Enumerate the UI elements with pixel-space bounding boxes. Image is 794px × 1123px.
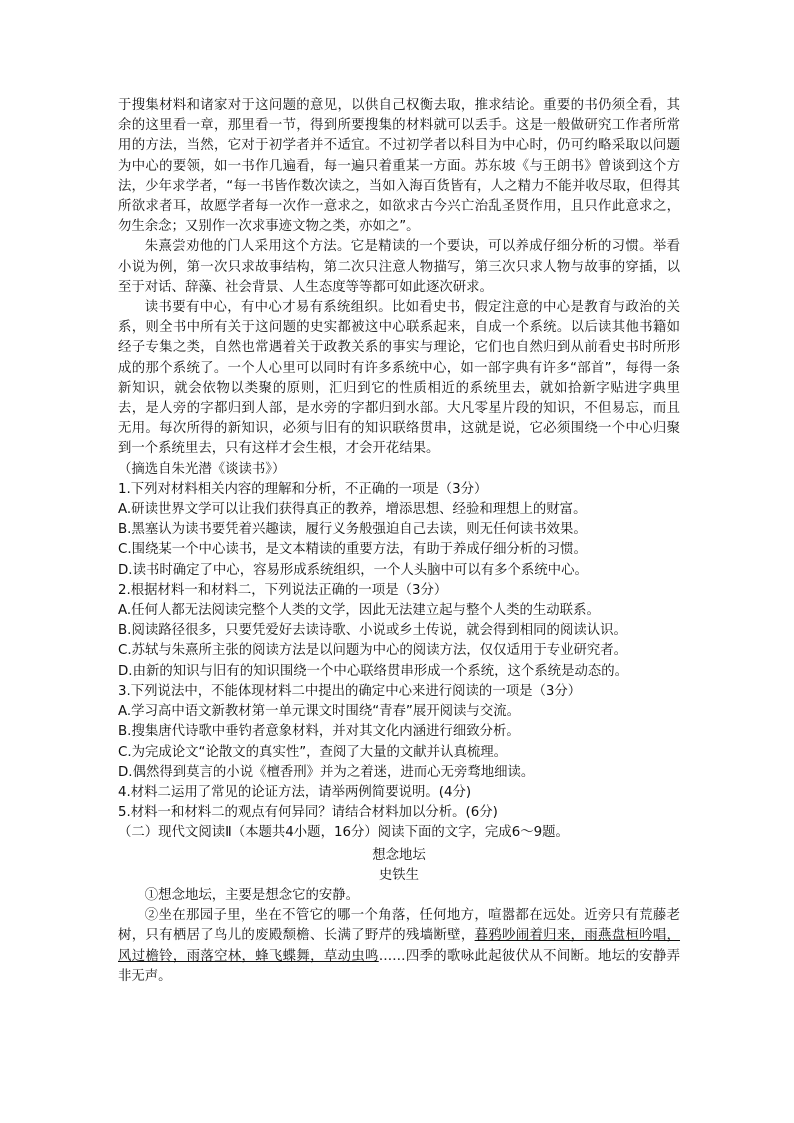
question-option: D.偶然得到莫言的小说《檀香刑》并为之着迷，进而心无旁骛地细读。 bbox=[118, 764, 535, 780]
question-stem: 3.下列说法中，不能体现材料二中提出的确定中心来进行阅读的一项是（3分） bbox=[118, 683, 582, 699]
question-option: D.由新的知识与旧有的知识围绕一个中心联络贯串形成一个系统，这个系统是动态的。 bbox=[118, 663, 629, 679]
question-option: B.搜集唐代诗歌中垂钓者意象材料，并对其文化内涵进行细致分析。 bbox=[118, 724, 520, 740]
question-option: D.读书时确定了中心，容易形成系统组织，一个人头脑中可以有多个系统中心。 bbox=[118, 562, 588, 578]
question-option: A.学习高中语文新教材第一单元课文时围绕“青春”展开阅读与交流。 bbox=[118, 704, 520, 720]
paragraph-text: ……四季的歌咏此起彼伏从不间断。地坛的安静弄非无声。 bbox=[118, 948, 681, 984]
question-option: C.苏轼与朱熹所主张的阅读方法是以问题为中心的阅读方法，仅仅适用于专业研究者。 bbox=[118, 643, 628, 659]
section2-header: （二）现代文阅读Ⅱ（本题共4小题，16分）阅读下面的文字，完成6～9题。 bbox=[118, 825, 569, 841]
question-option: A.研读世界文学可以让我们获得真正的教养，增添思想、经验和理想上的财富。 bbox=[118, 502, 587, 518]
question-1 bbox=[118, 480, 680, 581]
material2-paragraph-1: 于搜集材料和诸家对于这问题的意见，以供自己权衡去取，推求结论。重要的书仍须全看，其余的这里看一章，那里看一节，得到所要搜集的材料就可以丢手。这是一般做研究工作者所常用的方法，当然，它对于初学者并不适宜。不过初学者以科目为中心时，仍可约略采取以问题为中心的要领，如一书作几遍看，每一遍只着重某一方面。苏东坡《与王朗书》曾谈到这个方法，少年求学者，“每一书皆作数次读之，当如入海百货皆有，人之精力不能并收尽取，但得其所欲求者耳，故愿学者每一次作一意求之，如欲求古今兴亡治乱圣贤作用，且只作此意求之，勿生余念；又别作一次求事迹文物之类，亦如之”。 bbox=[118, 98, 680, 235]
question-2 bbox=[118, 581, 680, 682]
article-author: 史铁生 bbox=[378, 867, 420, 883]
article-paragraph-2 bbox=[118, 906, 680, 987]
question-option: C.围绕某一个中心读书，是文本精读的重要方法，有助于养成仔细分析的习惯。 bbox=[118, 542, 587, 558]
article-paragraph-1: ①想念地坛，主要是想念它的安静。 bbox=[144, 887, 360, 903]
question-option: B.黑塞认为读书要凭着兴趣读，履行义务般强迫自己去读，则无任何读书效果。 bbox=[118, 522, 587, 538]
question-5: 5.材料一和材料二的观点有何异同？请结合材料加以分析。(6分) bbox=[118, 805, 498, 821]
question-3 bbox=[118, 682, 680, 783]
question-option: A.任何人都无法阅读完整个人类的文学，因此无法建立起与整个人类的生动联系。 bbox=[118, 603, 600, 619]
material2-paragraph-2: 朱熹尝劝他的门人采用这个方法。它是精读的一个要诀，可以养成仔细分析的习惯。举看小说为例，第一次只求故事结构，第二次只注意人物描写，第三次只求人物与故事的穿插，以至于对话、辞藻、社会背景、人生态度等等都可如此逐次研求。 bbox=[118, 239, 680, 295]
question-stem: 2.根据材料一和材料二，下列说法正确的一项是（3分） bbox=[118, 582, 448, 598]
underlined-text: 暮鸦吵闹着归来，雨燕盘桓吟唱，风过檐铃，雨落空林，蜂飞蝶舞，草动虫鸣 bbox=[118, 928, 681, 964]
material2-paragraph-3: 读书要有中心，有中心才易有系统组织。比如看史书，假定注意的中心是教育与政治的关系，则全书中所有关于这问题的史实都被这中心联系起来，自成一个系统。以后读其他书籍如经子专集之类，自然也常遇着关于政教关系的事实与理论，它们也自然归到从前看史书时所形成的那个系统了。一个人心里可以同时有许多系统中心，如一部字典有许多“部首”，每得一条新知识，就会依物以类聚的原则，汇归到它的性质相近的系统里去，就如拾新字贴进字典里去，是人旁的字都归到人部，是水旁的字都归到水部。大凡零星片段的知识，不但易忘，而且无用。每次所得的新知识，必须与旧有的知识联络贯串，这就是说，它必须围绕一个中心归聚到一个系统里去，只有这样才会生根，才会开花结果。 bbox=[118, 300, 680, 457]
question-4: 4.材料二运用了常见的论证方法，请举两例简要说明。(4分) bbox=[118, 784, 472, 800]
material2-source: （摘选自朱光潜《谈读书》） bbox=[118, 461, 286, 477]
document-page bbox=[118, 96, 680, 987]
question-option: B.阅读路径很多，只要凭爱好去读诗歌、小说或乡土传说，就会得到相同的阅读认识。 bbox=[118, 623, 627, 639]
question-stem: 1.下列对材料相关内容的理解和分析，不正确的一项是（3分） bbox=[118, 481, 488, 497]
paragraph-text: ②坐在那园子里，坐在不管它的哪一个角落，任何地方，喧嚣都在远处。近旁只有荒藤老树，只有栖居了鸟儿的废殿颓檐、长满了野芹的残墙断壁， bbox=[118, 908, 680, 944]
question-option: C.为完成论文“论散文的真实性”，查阅了大量的文献并认真梳理。 bbox=[118, 744, 508, 760]
article-title: 想念地坛 bbox=[372, 847, 426, 863]
